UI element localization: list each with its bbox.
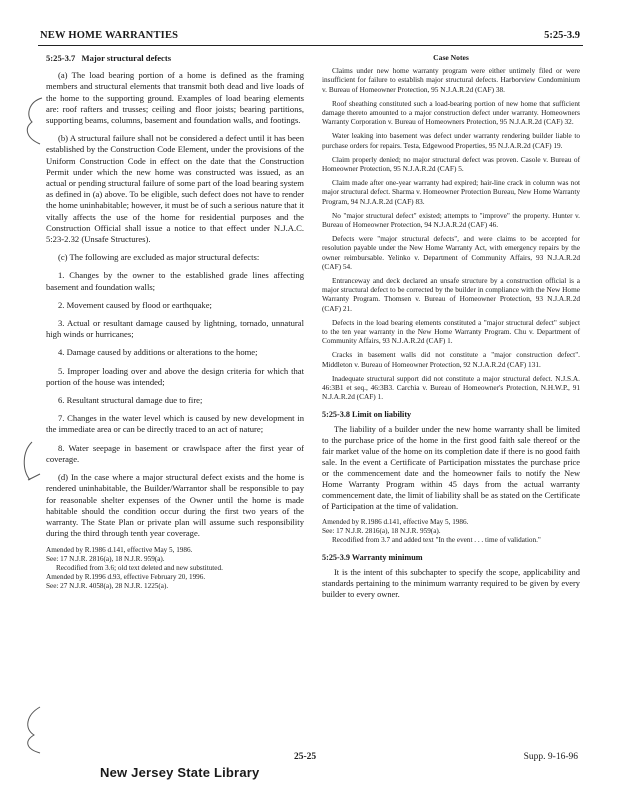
supplement-date: Supp. 9-16-96 xyxy=(523,752,578,762)
amendment-line: See: 17 N.J.R. 2816(a), 18 N.J.R. 959(a). xyxy=(46,555,165,564)
case-note: Claim made after one-year warranty had expired; hair-line crack in column was not major structural defect. Sharma v. Homeowner Protection Bureau, New Home Warranty Program, 94 N.J.A.R.2d (CAF) 83. xyxy=(322,178,580,206)
amendment-line: Amended by R.1986 d.141, effective May 5, 1986. xyxy=(46,546,193,555)
section-number: 5:25-3.9 xyxy=(322,552,350,562)
amendment-line: Recodified from 3.6; old text deleted and new substituted. xyxy=(56,564,223,573)
exclusion-item: 8. Water seepage in basement or crawlspace after the first year of coverage. xyxy=(46,442,304,464)
case-note: Inadequate structural support did not constitute a major structural defect. N.J.S.A. 46:3B1 et seq., 46:3B3. Carchia v. Bureau of Homeowner's Protection, N.H.W.P., 91 N.J.A.R.2d (CAF) 1. xyxy=(322,373,580,402)
paragraph-d: (d) In the case where a major structural defect exists and the home is rendered uninhabitable, the Builder/Warrantor shall be responsible to pay for reasonable shelter expenses of the Owner until the home is made habitable should the condition occur during the first two years of the warranty. The State Plan or private plan will assume such responsibility during the third through tenth year coverage. xyxy=(46,472,304,539)
exclusion-item: 5. Improper loading over and above the design criteria for which that portion of the house was intended; xyxy=(46,365,304,387)
case-notes-heading: Case Notes xyxy=(433,53,469,62)
section-title: Major structural defects xyxy=(81,53,172,63)
exclusion-item: 6. Resultant structural damage due to fire; xyxy=(58,395,203,406)
margin-bracket-mark xyxy=(20,96,46,146)
amendment-line: Recodified from 3.7 and added text "In the event . . . time of validation." xyxy=(332,535,541,544)
margin-bracket-mark xyxy=(20,705,44,755)
exclusion-item: 7. Changes in the water level which is caused by new development in the immediate area or can be directly traced to an act of nature; xyxy=(46,413,304,435)
section-number: 5:25-3.8 xyxy=(322,409,350,419)
case-note: Entranceway and deck declared an unsafe structure by a construction official is a major structural defect to be corrected by the builder in compliance with the New Home Warranty Program. Thomsen v. Bureau of Homeowner Protection, 93 N.J.A.R.2d (CAF) 21. xyxy=(322,276,580,313)
amendment-line: Amended by R.1986 d.141, effective May 5, 1986. xyxy=(322,517,469,526)
header-rule xyxy=(38,45,583,46)
section-title: Warranty minimum xyxy=(351,552,423,562)
section-heading-3-7 xyxy=(46,53,304,64)
running-header-section: 5:25-3.9 xyxy=(544,30,580,41)
case-note: Water leaking into basement was defect under warranty rendering builder liable to purchase orders for repairs. Testa, Edgewood Properties, 95 N.J.A.R.2d (CAF) 19. xyxy=(322,131,580,150)
paragraph-b: (b) A structural failure shall not be considered a defect until it has been established by the Construction Code Element, under the provisions of the Uniform Construction Code in effect on the date that the Construction Permit under which the new home was constructed was issued, as an actual or pending structural failure of some part of the load bearing system as defined in (a) above. To be eligible, such defect does not have to render the home uninhabitable; however, it must be of such a serious nature that it vitally affects the use of the home for residential purposes and the Construction Official shall issue a notice to that effect under N.J.A.C. 5:23-2.32 (Unsafe Structures). xyxy=(46,133,304,245)
paragraph-a: (a) The load bearing portion of a home is defined as the framing members and structural elements that transmit both dead and live loads of the home to the supporting ground. Examples of load bearing elements are: roof rafters and trusses; ceiling and floor joists; bearing partitions, supporting beams, columns, basement and foundation walls, and footings. xyxy=(46,70,304,126)
amendment-history xyxy=(46,546,304,591)
paragraph-c: (c) The following are excluded as major structural defects: xyxy=(58,252,260,263)
section-heading-3-8 xyxy=(322,410,580,419)
section-heading-3-9 xyxy=(322,553,580,562)
exclusion-item: 1. Changes by the owner to the established grade lines affecting basement and foundation walls; xyxy=(46,270,304,292)
margin-bracket-mark xyxy=(18,440,44,490)
section-3-8-body: The liability of a builder under the new home warranty shall be limited to the purchase price of the home in the first good faith sale thereof or the fair market value of the home on its completion date if there is no good faith sale. In the event a Certificate of Participation misstates the purchase price or the commencement date and the homeowner fails to notify the New Home Warranty Program within 45 days from the actual warranty commencement date, the limit of liability shall be as stated on the Certificate of Participation at the time of validation. xyxy=(322,424,580,511)
case-note: No "major structural defect" existed; attempts to "improve" the property. Hunter v. Bureau of Homeowner Protection, 94 N.J.A.R.2d (CAF) 46. xyxy=(322,210,580,230)
case-note: Roof sheathing constituted such a load-bearing portion of new home that sufficient damage thereto amounted to a major construction defect under warranty. Homeowners Warranty Corporation v. Bureau of Homeowners Protection, 95 N.J.A.R.2d (CAF) 32. xyxy=(322,98,580,127)
case-note: Defects were "major structural defects", and were claims to be accepted for resolution payable under the New Home Warranty Act, with emergency repairs by the owner reimbursable. Yelinko v. Department of Community Affairs, 93 N.J.A.R.2d (CAF) 54. xyxy=(322,234,580,271)
exclusion-item: 2. Movement caused by flood or earthquake; xyxy=(58,299,212,310)
amendment-line: See: 27 N.J.R. 4058(a), 28 N.J.R. 1225(a). xyxy=(46,582,169,591)
case-note: Cracks in basement walls did not constitute a "major construction defect". Middleton v. Bureau of Homeowner Protection, 92 N.J.A.R.2d (CAF) 131. xyxy=(322,350,580,369)
page-number: 25-25 xyxy=(294,752,317,762)
running-header-title: NEW HOME WARRANTIES xyxy=(40,30,179,41)
section-title: Limit on liability xyxy=(352,409,412,419)
section-number: 5:25-3.7 xyxy=(46,53,76,63)
amendment-line: See: 17 N.J.R. 2816(a), 18 N.J.R. 959(a). xyxy=(322,526,441,535)
section-3-9-body: It is the intent of this subchapter to specify the scope, applicability and standards pertaining to the minimum warranty required to be given by every builder to every owner. xyxy=(322,567,580,599)
case-note: Claim properly denied; no major structural defect was proven. Casole v. Bureau of Homeowner Protection, 95 N.J.A.R.2d (CAF) 5. xyxy=(322,154,580,174)
exclusion-item: 3. Actual or resultant damage caused by lightning, tornado, unnatural high winds or hurricanes; xyxy=(46,318,304,340)
right-column xyxy=(322,53,580,606)
case-note: Defects in the load bearing elements constituted a "major structural defect" subject to the ten year warranty in the New Home Warranty Program. Chu v. Department of Community Affairs, 93 N.J.A.R.2d (CAF) 1. xyxy=(322,317,580,346)
exclusion-item: 4. Damage caused by additions or alterations to the home; xyxy=(58,347,258,358)
amendment-history xyxy=(322,518,580,545)
case-note: Claims under new home warranty program were either untimely filed or were insufficient for failure to establish major structural defects. Harborview Condominium v. Bureau of Homeowner Protection, 95 N.J.A.R.2d (CAF) 38. xyxy=(322,66,580,94)
amendment-line: Amended by R.1996 d.93, effective February 20, 1996. xyxy=(46,573,206,582)
library-stamp: New Jersey State Library xyxy=(100,765,260,780)
left-column xyxy=(46,53,304,591)
